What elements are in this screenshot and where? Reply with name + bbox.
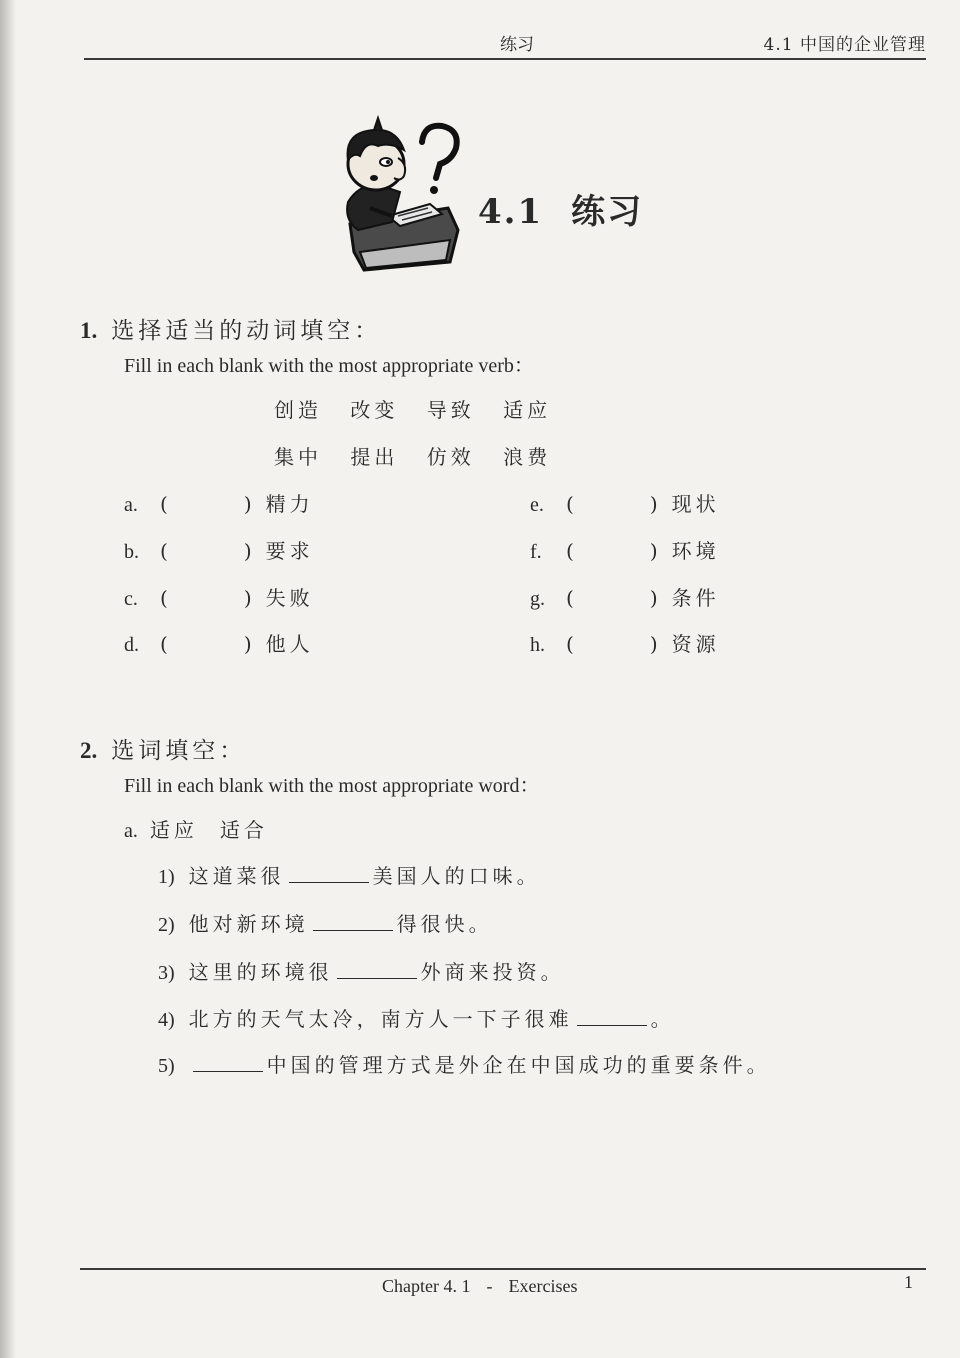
open-paren: ( [160, 586, 168, 610]
question-number: 2) [158, 914, 175, 936]
item-label: h. [530, 634, 545, 656]
question-text-before: 这里的环境很 [188, 960, 333, 984]
exercise-2-question-3 [158, 956, 565, 985]
item-word: 失败 [265, 586, 314, 610]
question-text-before: 他对新环境 [188, 912, 309, 936]
close-paren: ) [243, 539, 252, 563]
page-footer [382, 1276, 577, 1297]
exercise-1-item-f [530, 535, 720, 564]
question-text-after: 。 [650, 1007, 675, 1031]
open-paren: ( [160, 632, 168, 656]
close-paren: ) [243, 632, 252, 656]
exercise-2-instruction: Fill in each blank with the most appropriate word： [124, 775, 540, 797]
fill-blank[interactable] [289, 864, 369, 883]
title-block [330, 112, 730, 272]
exercise-2 [80, 732, 539, 798]
word-bank-item: 改变 [350, 398, 399, 422]
exercise-2-question-5 [158, 1049, 771, 1078]
open-paren: ( [566, 632, 574, 656]
exercise-1-item-a [124, 488, 314, 517]
page-title [478, 184, 643, 233]
header-chapter-title: 4.1 中国的企业管理 [763, 35, 926, 55]
group-label: a. [124, 820, 138, 842]
exercise-1-item-d [124, 628, 314, 657]
page-binding-shadow [0, 0, 16, 1358]
question-text-before: 北方的天气太冷，南方人一下子很难 [188, 1007, 573, 1031]
word-bank-row-2 [274, 441, 569, 470]
option-word: 适合 [219, 818, 268, 842]
title-number: 4.1 [478, 192, 544, 232]
open-paren: ( [566, 492, 574, 516]
title-text: 练习 [571, 192, 644, 232]
item-word: 精力 [265, 492, 314, 516]
word-bank-row-1 [274, 394, 569, 423]
item-word: 条件 [671, 586, 720, 610]
page-number: 1 [904, 1272, 913, 1292]
close-paren: ) [649, 492, 658, 516]
exercise-1-instruction: Fill in each blank with the most appropriate verb： [124, 355, 534, 377]
word-bank-item: 提出 [350, 445, 399, 469]
fill-blank[interactable] [577, 1007, 647, 1026]
question-number: 5) [158, 1055, 175, 1077]
word-bank-item: 适应 [503, 398, 552, 422]
exercise-1-item-b [124, 535, 314, 564]
close-paren: ) [649, 586, 658, 610]
fill-blank[interactable] [337, 960, 417, 979]
footer-divider [80, 1268, 926, 1270]
exercise-1-item-e [530, 488, 720, 517]
open-paren: ( [566, 539, 574, 563]
open-paren: ( [160, 492, 168, 516]
item-label: e. [530, 494, 544, 516]
close-paren: ) [649, 632, 658, 656]
open-paren: ( [566, 586, 574, 610]
item-word: 现状 [671, 492, 720, 516]
question-number: 4) [158, 1009, 175, 1031]
page-header [80, 28, 926, 60]
word-bank-item: 集中 [274, 445, 322, 469]
thinking-student-icon [330, 112, 470, 272]
item-label: f. [530, 541, 542, 563]
word-bank-item: 仿效 [426, 445, 475, 469]
fill-blank[interactable] [313, 912, 393, 931]
word-bank-item: 浪费 [503, 445, 552, 469]
item-label: b. [124, 541, 139, 563]
word-bank-item: 导致 [426, 398, 475, 422]
exercise-2-number: 2. [80, 738, 98, 763]
footer-label: Exercises [508, 1276, 578, 1296]
question-text-after: 中国的管理方式是外企在中国成功的重要条件。 [266, 1053, 771, 1077]
item-word: 环境 [671, 539, 720, 563]
exercise-1-heading [80, 312, 534, 345]
exercise-2-group-a-options [124, 814, 268, 843]
question-text-after: 外商来投资。 [420, 960, 565, 984]
question-number: 3) [158, 962, 175, 984]
question-number: 1) [158, 866, 175, 888]
exercise-1-item-c [124, 582, 314, 611]
exercise-2-question-2 [158, 908, 493, 937]
header-section-label: 练习 [500, 35, 534, 55]
question-text-after: 美国人的口味。 [372, 864, 541, 888]
header-divider [84, 58, 926, 60]
item-word: 要求 [265, 539, 314, 563]
item-label: g. [530, 588, 545, 610]
footer-chapter: Chapter 4. 1 [382, 1276, 471, 1296]
close-paren: ) [243, 492, 252, 516]
exercise-1-item-g [530, 582, 720, 611]
open-paren: ( [160, 539, 168, 563]
option-word: 适应 [149, 818, 198, 842]
footer-separator: - [486, 1276, 493, 1296]
question-text-before: 这道菜很 [188, 864, 285, 888]
word-bank-item: 创造 [274, 398, 322, 422]
exercise-1 [80, 312, 534, 378]
item-word: 他人 [265, 632, 314, 656]
item-label: a. [124, 494, 138, 516]
exercise-1-item-h [530, 628, 720, 657]
exercise-1-title: 选择适当的动词填空： [111, 318, 382, 344]
close-paren: ) [649, 539, 658, 563]
exercise-2-heading [80, 732, 539, 765]
item-word: 资源 [671, 632, 720, 656]
exercise-2-question-4 [158, 1003, 675, 1032]
exercise-1-number: 1. [80, 318, 98, 343]
exercise-2-title: 选词填空： [111, 738, 247, 764]
question-text-after: 得很快。 [396, 912, 493, 936]
close-paren: ) [243, 586, 252, 610]
exercise-2-question-1 [158, 860, 541, 889]
item-label: d. [124, 634, 139, 656]
fill-blank[interactable] [193, 1053, 263, 1072]
item-label: c. [124, 588, 138, 610]
